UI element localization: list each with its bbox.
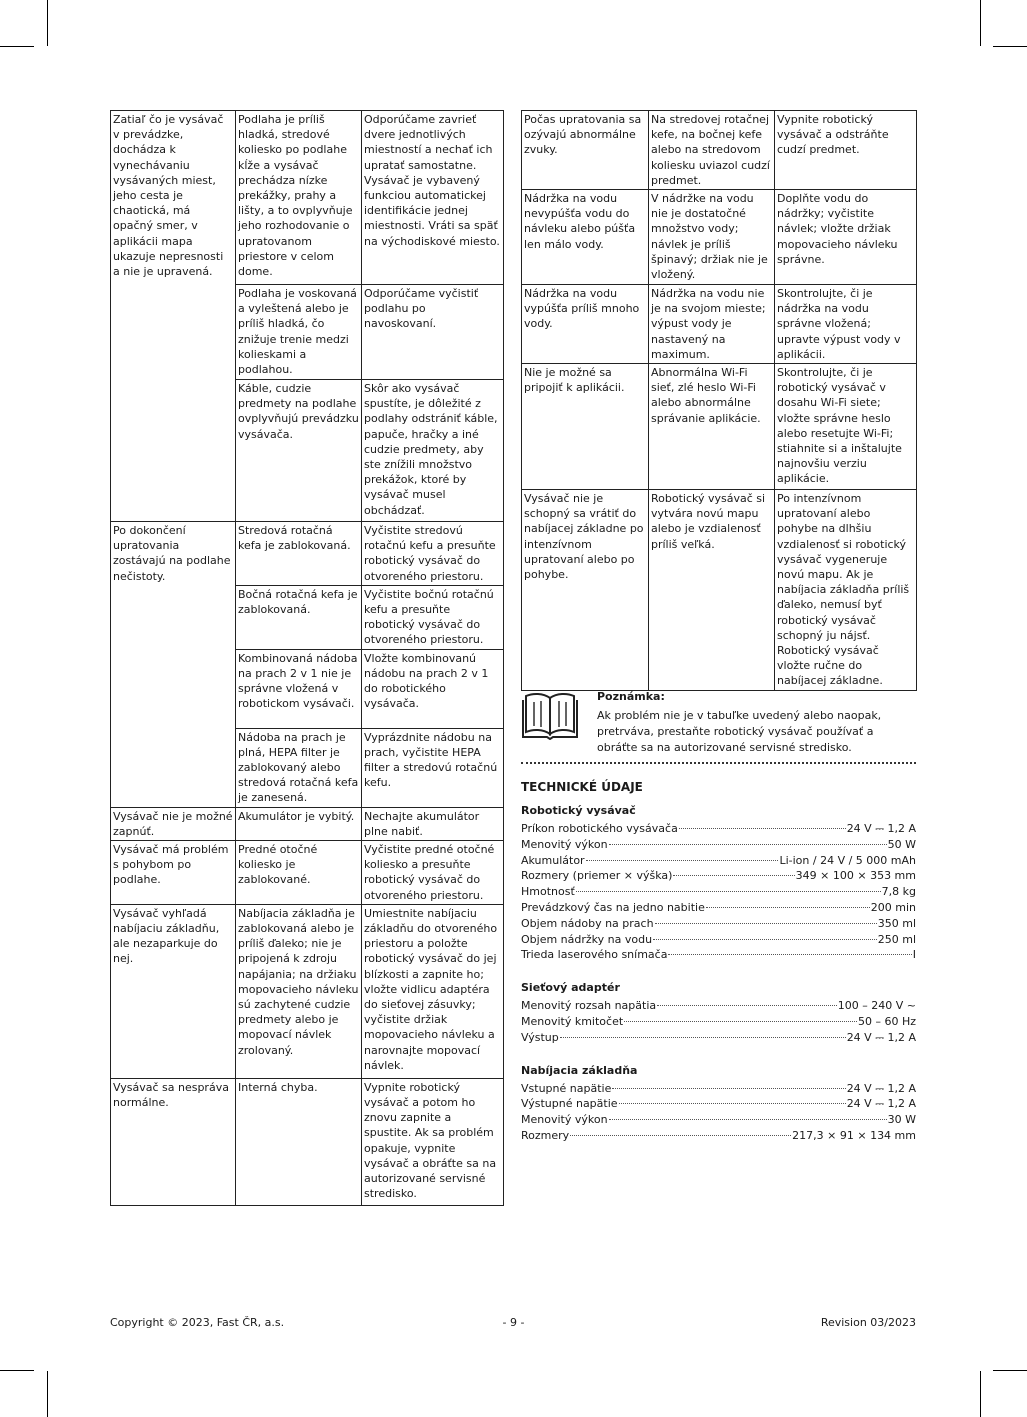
cause-cell: V nádržke na vodu nie je dostatočné množstvo vody; návlek je príliš špinavý; držiak nie je vložený. xyxy=(649,190,775,285)
table-row xyxy=(111,904,504,1078)
spec-row xyxy=(521,1097,916,1113)
cause-cell: Akumulátor je vybitý. xyxy=(236,807,362,840)
dot-leader xyxy=(612,1088,845,1089)
table-row xyxy=(522,285,917,364)
dot-leader xyxy=(609,844,887,845)
table-row xyxy=(111,841,504,905)
spec-group-title: Nabíjacia základňa xyxy=(521,1063,638,1077)
solution-cell: Vyprázdnite nádobu na prach, vyčistite HEPA filter a stredovú rotačnú kefu. xyxy=(362,728,504,807)
problem-cell: Vysávač nie je možné zapnúť. xyxy=(111,807,236,840)
spec-row xyxy=(521,1082,916,1098)
cause-cell: Káble, cudzie predmety na podlahe ovplyvňujú prevádzku vysávača. xyxy=(236,380,362,522)
dot-leader xyxy=(570,1135,791,1136)
dot-leader xyxy=(586,860,779,861)
spec-group-title: Robotický vysávač xyxy=(521,804,636,817)
spec-label: Rozmery xyxy=(521,1128,570,1142)
spec-row xyxy=(521,917,916,933)
problem-cell: Vysávač vyhľadá nabíjaciu základňu, ale nezaparkuje do nej. xyxy=(111,904,236,1078)
technical-specs xyxy=(521,780,916,1162)
table-row xyxy=(522,364,917,490)
spec-value: 250 ml xyxy=(877,932,916,946)
crop-mark xyxy=(0,1370,34,1371)
troubleshooting-table-left xyxy=(110,110,504,1206)
spec-value: 50 W xyxy=(887,837,916,851)
footer-copyright: Copyright © 2023, Fast ČR, a.s. xyxy=(110,1316,285,1329)
spec-label: Menovitý výkon xyxy=(521,1113,608,1127)
spec-row xyxy=(521,869,916,885)
solution-cell: Umiestnite nabíjaciu základňu do otvoreného priestoru a položte robotický vysávač do jej blízkosti a zapnite ho; vložte vidlicu adaptéra do sieťovej zásuvky; vyčistite držiak mopovacieho návleku a narovnajte mopovací návlek. xyxy=(362,904,504,1078)
spec-value: 217,3 × 91 × 134 mm xyxy=(792,1128,916,1142)
dot-leader xyxy=(655,923,877,924)
solution-cell: Vyčistite stredovú rotačnú kefu a presuňte robotický vysávač do otvoreného priestoru. xyxy=(362,522,504,586)
problem-cell: Nádržka na vodu nevypúšťa vodu do návleku alebo púšťa len málo vody. xyxy=(522,190,649,285)
dot-leader xyxy=(576,891,881,892)
spec-row xyxy=(521,1113,916,1129)
solution-cell: Vložte kombinovanú nádobu na prach 2 v 1 do robotického vysávača. xyxy=(362,649,504,728)
solution-cell: Vypnite robotický vysávač a potom ho znovu zapnite a spustite. Ak sa problém opakuje, vypnite vysávač a obráťte sa na autorizované servisné stredisko. xyxy=(362,1078,504,1205)
spec-value: 30 W xyxy=(887,1113,916,1127)
crop-mark xyxy=(47,1371,48,1417)
solution-cell: Vyčistite predné otočné koliesko a presuňte robotický vysávač do otvoreného priestoru. xyxy=(362,841,504,905)
spec-value: 24 V ⎓ 1,2 A xyxy=(846,1097,916,1111)
problem-cell: Vysávač sa nespráva normálne. xyxy=(111,1078,236,1205)
spec-groups xyxy=(521,804,916,1145)
solution-cell: Vyčistite bočnú rotačnú kefu a presuňte robotický vysávač do otvoreného priestoru. xyxy=(362,585,504,649)
spec-label: Hmotnosť xyxy=(521,885,575,899)
crop-mark xyxy=(980,0,981,46)
solution-cell: Odporúčame zavrieť dvere jednotlivých miestností a nechať ich upratať samostatne. Vysávač je vybavený funkciou automatickej identifikácie jednej miestnosti. Vráti sa späť na východiskové miesto. xyxy=(362,111,504,285)
spec-row xyxy=(521,885,916,901)
spec-row xyxy=(521,901,916,917)
crop-mark xyxy=(47,0,48,46)
spec-row xyxy=(521,1129,916,1145)
spec-value: 24 V ⎓ 1,2 A xyxy=(846,1030,916,1044)
spec-group xyxy=(521,1064,916,1145)
dot-leader xyxy=(679,828,846,829)
spec-value: 7,8 kg xyxy=(881,885,916,899)
table-row xyxy=(111,807,504,840)
problem-cell: Počas upratovania sa ozývajú abnormálne zvuky. xyxy=(522,111,649,190)
spec-row xyxy=(521,838,916,854)
spec-label: Príkon robotického vysávača xyxy=(521,822,678,835)
specs-heading: TECHNICKÉ ÚDAJE xyxy=(521,780,643,794)
note-text: Ak problém nie je v tabuľke uvedený alebo naopak, pretrváva, prestaňte robotický vysávač používať a obráťte sa na autorizované servisné stredisko. xyxy=(597,709,882,754)
solution-cell: Vypnite robotický vysávač a odstráňte cudzí predmet. xyxy=(775,111,917,190)
spec-group-title: Sieťový adaptér xyxy=(521,981,620,995)
cause-cell: Nádržka na vodu nie je na svojom mieste; výpust vody je nastavený na maximum. xyxy=(649,285,775,364)
table-row xyxy=(111,522,504,586)
cause-cell: Interná chyba. xyxy=(236,1078,362,1205)
spec-label: Vstupné napätie xyxy=(521,1081,612,1095)
page-number: - 9 - xyxy=(502,1316,525,1329)
dot-leader xyxy=(673,875,794,876)
spec-label: Menovitý výkon xyxy=(521,837,608,851)
spec-value: 24 V ⎓ 1,2 A xyxy=(846,1081,916,1095)
crop-mark xyxy=(993,46,1027,47)
solution-cell: Skontrolujte, či je nádržka na vodu správne vložená; upravte výpust vody v aplikácii. xyxy=(775,285,917,364)
cause-cell: Nabíjacia základňa je zablokovaná alebo je príliš ďaleko; nie je pripojená k zdroju napájania; na držiaku mopovacieho návleku sú zachytené cudzie predmety alebo je mopovací návlek zrolovaný. xyxy=(236,904,362,1078)
table-row xyxy=(111,111,504,285)
spec-value: 350 ml xyxy=(877,916,916,930)
crop-mark xyxy=(993,1370,1027,1371)
solution-cell: Odporúčame vyčistiť podlahu po navoskovaní. xyxy=(362,285,504,380)
dot-leader xyxy=(624,1021,857,1022)
solution-cell: Skôr ako vysávač spustíte, je dôležité z podlahy odstrániť káble, papuče, hračky a iné cudzie predmety, aby ste znížili množstvo prekážok, ktoré by vysávač musel obchádzať. xyxy=(362,380,504,522)
spec-label: Výstupné napätie xyxy=(521,1097,618,1111)
problem-cell: Vysávač má problém s pohybom po podlahe. xyxy=(111,841,236,905)
dot-leader xyxy=(560,1037,846,1038)
spec-value: 100 – 240 V ~ xyxy=(837,999,916,1013)
spec-label: Výstup xyxy=(521,1030,559,1044)
dot-leader xyxy=(609,1119,887,1120)
cause-cell: Nádoba na prach je plná, HEPA filter je zablokovaný alebo stredová rotačná kefa je zanesená. xyxy=(236,728,362,807)
spec-value: Li-ion / 24 V / 5 000 mAh xyxy=(779,853,916,867)
cause-cell: Bočná rotačná kefa je zablokovaná. xyxy=(236,585,362,649)
cause-cell: Kombinovaná nádoba na prach 2 v 1 nie je správne vložená v robotickom vysávači. xyxy=(236,649,362,728)
problem-cell: Nádržka na vodu vypúšťa príliš mnoho vody. xyxy=(522,285,649,364)
dotted-divider xyxy=(521,762,916,764)
solution-cell: Nechajte akumulátor plne nabiť. xyxy=(362,807,504,840)
problem-cell: Nie je možné sa pripojiť k aplikácii. xyxy=(522,364,649,490)
crop-mark xyxy=(980,1371,981,1417)
spec-row xyxy=(521,948,916,964)
cause-cell: Podlaha je príliš hladká, stredové koliesko po podlahe kĺže a vysávač prechádza nízke prekážky, prahy a lišty, a to ovplyvňuje jeho rozhodovanie o upratovanom priestore v celom dome. xyxy=(236,111,362,285)
table-row xyxy=(522,190,917,285)
solution-cell: Po intenzívnom upratovaní alebo pohybe na dlhšiu vzdialenosť si robotický vysávač vygeneruje novú mapu. Ak je nabíjacia základňa príliš ďaleko, nemusí byť robotický vysávač schopný ju nájsť. Robotický vysávač vložte ručne do nabíjacej základne. xyxy=(775,490,917,691)
spec-row xyxy=(521,999,916,1015)
spec-label: Rozmery (priemer × výška) xyxy=(521,869,673,883)
cause-cell: Robotický vysávač si vytvára novú mapu alebo je vzdialenosť príliš veľká. xyxy=(649,490,775,691)
spec-value: 200 min xyxy=(870,900,916,914)
spec-row xyxy=(521,854,916,870)
cause-cell: Stredová rotačná kefa je zablokovaná. xyxy=(236,522,362,586)
dot-leader xyxy=(657,1005,837,1006)
spec-group xyxy=(521,804,916,964)
spec-value: 24 V ⎓ 1,2 A xyxy=(846,822,916,835)
spec-group xyxy=(521,981,916,1046)
note-title: Poznámka: xyxy=(597,690,665,703)
spec-label: Objem nádržky na vodu xyxy=(521,932,653,946)
book-icon xyxy=(521,688,579,744)
spec-value: 50 – 60 Hz xyxy=(857,1014,916,1028)
spec-row xyxy=(521,822,916,838)
troubleshooting-table-right xyxy=(521,110,917,691)
crop-mark xyxy=(0,46,34,47)
spec-label: Menovitý rozsah napätia xyxy=(521,999,657,1013)
problem-cell: Po dokončení upratovania zostávajú na podlahe nečistoty. xyxy=(111,522,236,808)
table-row xyxy=(522,111,917,190)
dot-leader xyxy=(668,954,911,955)
dot-leader xyxy=(653,939,877,940)
spec-label: Akumulátor xyxy=(521,853,585,867)
cause-cell: Na stredovej rotačnej kefe, na bočnej kefe alebo na stredovom koliesku uviazol cudzí predmet. xyxy=(649,111,775,190)
solution-cell: Doplňte vodu do nádržky; vyčistite návlek; vložte držiak mopovacieho návleku správne. xyxy=(775,190,917,285)
solution-cell: Skontrolujte, či je robotický vysávač v dosahu Wi-Fi siete; vložte správne heslo alebo resetujte Wi-Fi; stiahnite si a inštalujte najnovšiu verziu aplikácie. xyxy=(775,364,917,490)
footer-revision: Revision 03/2023 xyxy=(820,1316,916,1329)
spec-label: Objem nádoby na prach xyxy=(521,916,654,930)
dot-leader xyxy=(619,1103,846,1104)
table-row xyxy=(522,490,917,691)
cause-cell: Abnormálna Wi-Fi sieť, zlé heslo Wi-Fi alebo abnormálne správanie aplikácie. xyxy=(649,364,775,490)
dot-leader xyxy=(706,907,870,908)
spec-label: Menovitý kmitočet xyxy=(521,1014,624,1028)
problem-cell: Vysávač nie je schopný sa vrátiť do nabíjacej základne po intenzívnom upratovaní alebo po pohybe. xyxy=(522,490,649,691)
spec-row xyxy=(521,933,916,949)
spec-value: 349 × 100 × 353 mm xyxy=(795,869,916,883)
problem-cell: Zatiaľ čo je vysávač v prevádzke, dochádza k vynechávaniu vysávaných miest, jeho cesta je chaotická, má opačný smer, v aplikácii mapa ukazuje nepresnosti a nie je upravená. xyxy=(111,111,236,522)
table-row xyxy=(111,1078,504,1205)
spec-row xyxy=(521,1015,916,1031)
spec-row xyxy=(521,1031,916,1047)
spec-label: Prevádzkový čas na jedno nabitie xyxy=(521,900,705,914)
spec-label: Trieda laserového snímača xyxy=(521,948,668,962)
spec-value: I xyxy=(912,948,916,962)
cause-cell: Predné otočné koliesko je zablokované. xyxy=(236,841,362,905)
cause-cell: Podlaha je voskovaná a vyleštená alebo je príliš hladká, čo znižuje trenie medzi kolieskami a podlahou. xyxy=(236,285,362,380)
note-box xyxy=(521,688,916,768)
